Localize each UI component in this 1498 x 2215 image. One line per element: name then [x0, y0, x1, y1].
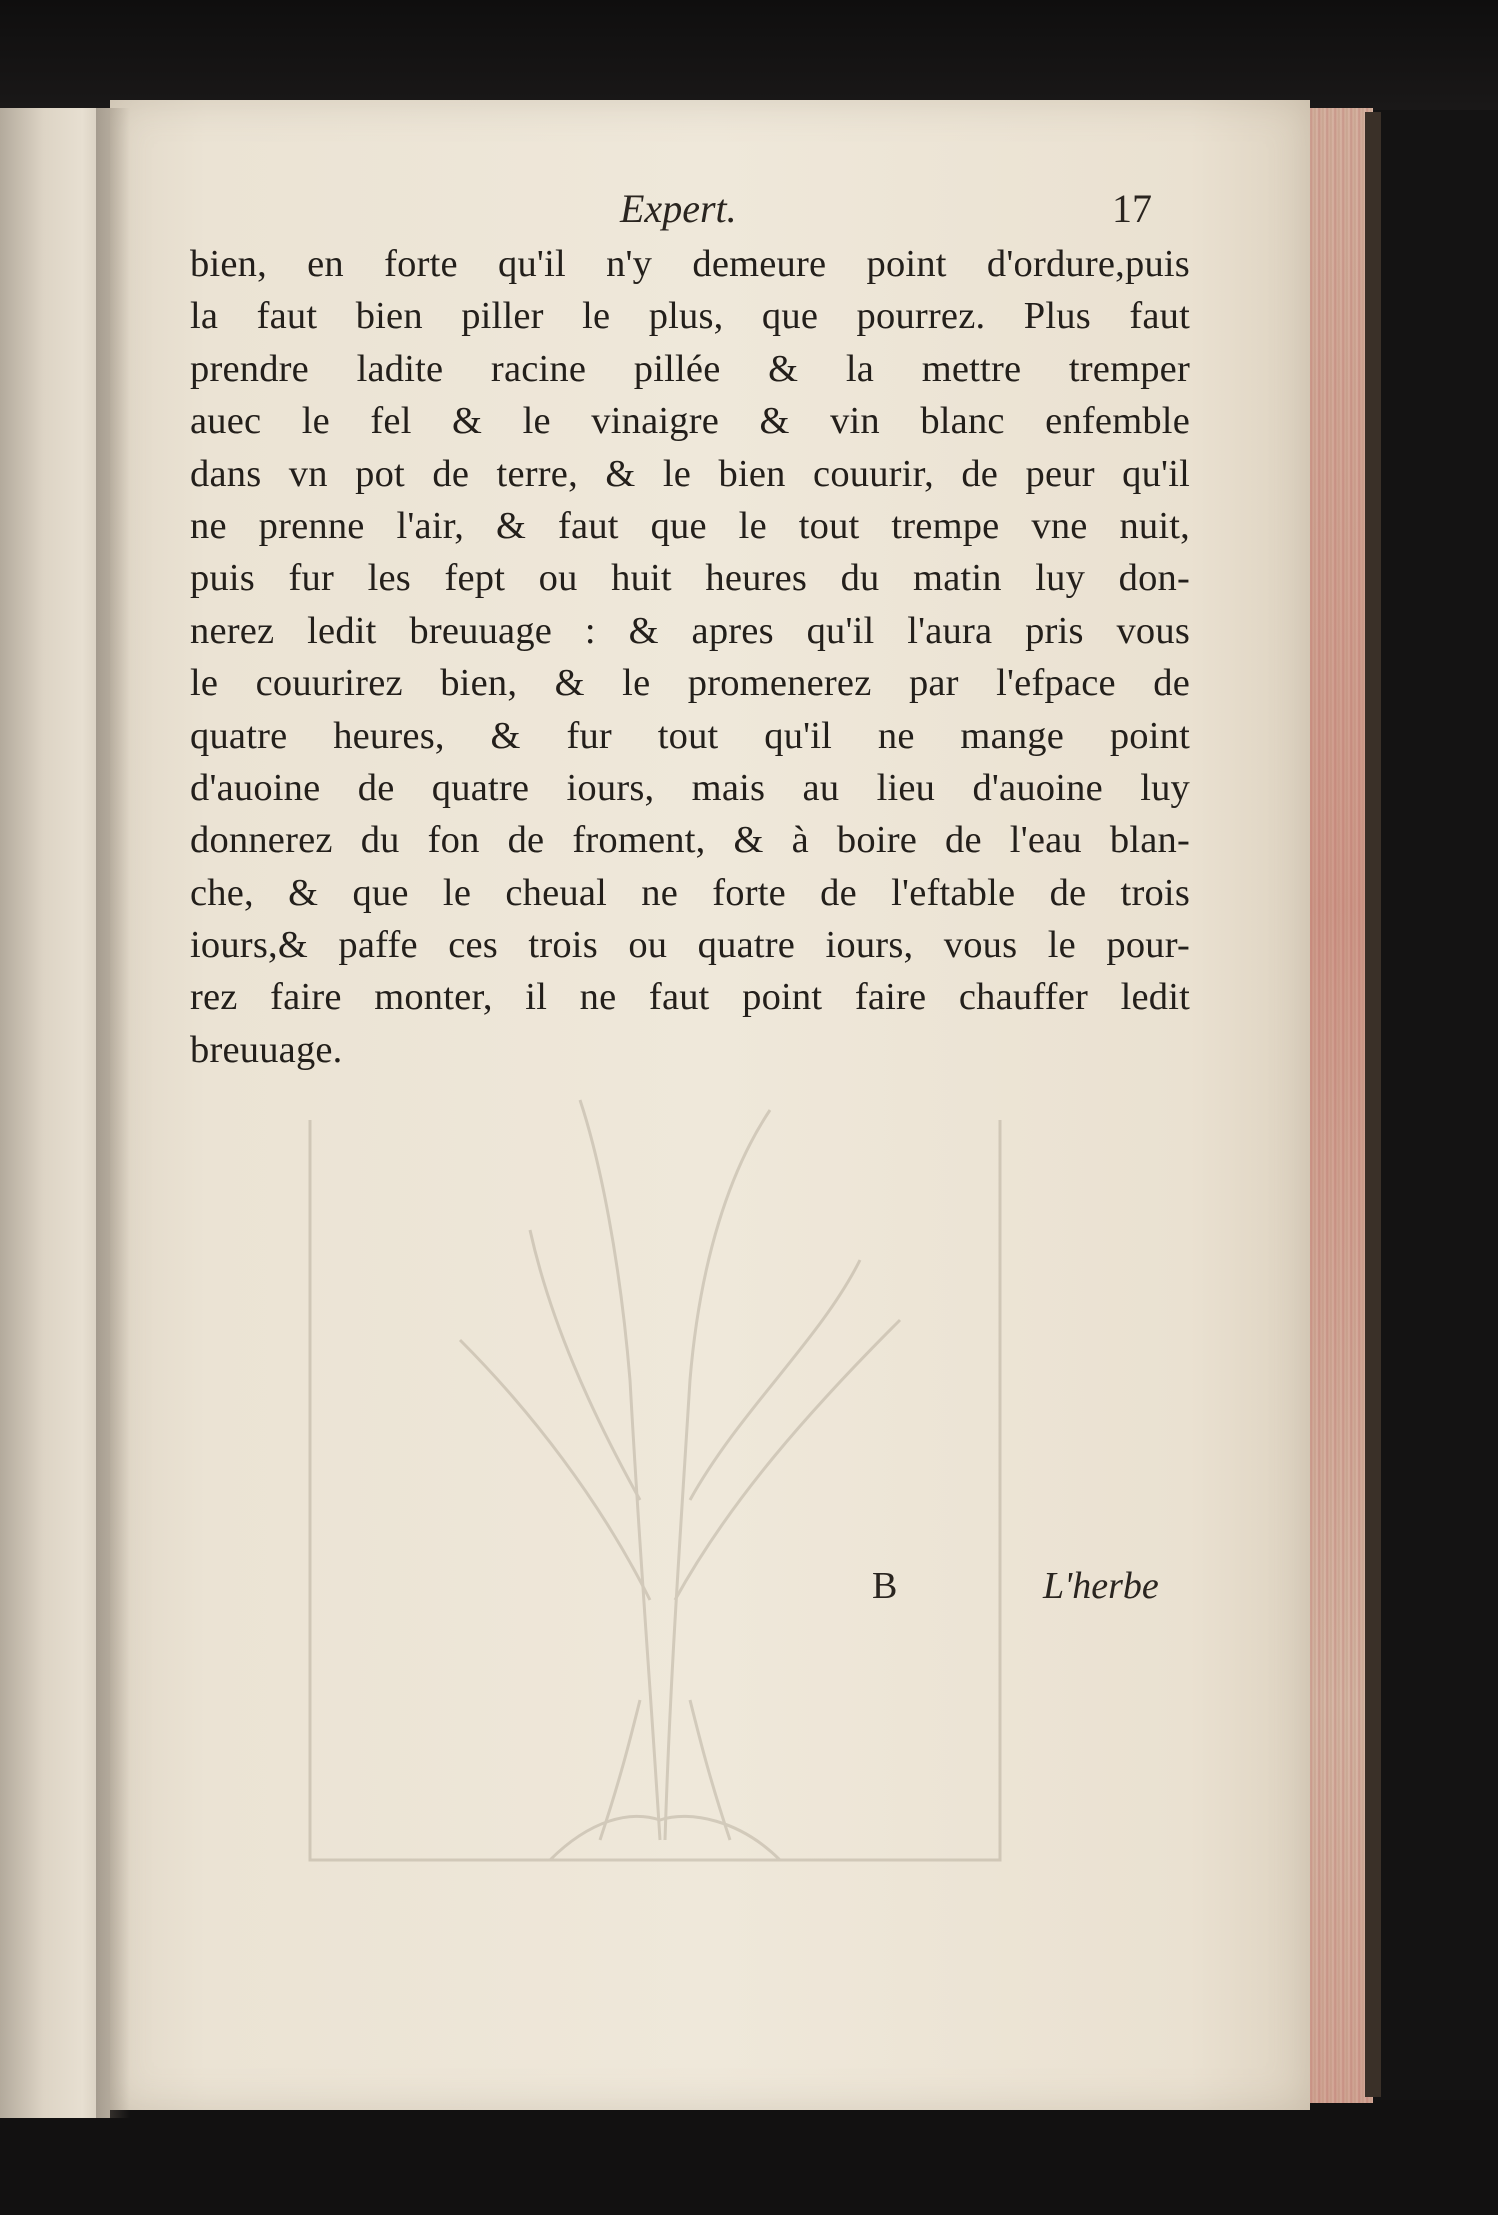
text-line: prendre ladite racine pillée & la mettre tremper: [190, 347, 1190, 390]
text-line: iours,& paffe ces trois ou quatre iours, vous le pour-: [190, 924, 1190, 967]
text-line: donnerez du fon de froment, & à boire de l'eau blan-: [190, 819, 1190, 862]
text-line: breuuage.: [190, 1028, 343, 1071]
gutter-shadow: [96, 108, 130, 2118]
text-line: puis fur les fept ou huit heures du matin luy don-: [190, 557, 1190, 600]
page-number: 17: [1112, 186, 1152, 231]
page-block-edges: [1305, 108, 1373, 2103]
left-page-edge: [0, 108, 110, 2118]
text-line: ne prenne l'air, & faut que le tout trempe vne nuit,: [190, 504, 1190, 547]
text-line: nerez ledit breuuage : & apres qu'il l'aura pris vous: [190, 609, 1190, 652]
text-line: d'auoine de quatre iours, mais au lieu d'auoine luy: [190, 766, 1190, 809]
signature-mark: B: [872, 1565, 898, 1607]
text-line: bien, en forte qu'il n'y demeure point d'ordure,puis: [190, 243, 1190, 285]
background-top: [0, 0, 1498, 110]
body-text: [190, 238, 1190, 1076]
book-cover-edge: [1365, 112, 1381, 2097]
background-bottom: [0, 2100, 1498, 2215]
text-line: la faut bien piller le plus, que pourrez. Plus faut: [190, 295, 1190, 338]
text-line: le couurirez bien, & le promenerez par l'efpace de: [190, 662, 1190, 705]
text-line: quatre heures, & fur tout qu'il ne mange point: [190, 714, 1190, 757]
bleed-through-illustration: [300, 1080, 1020, 1880]
text-line: dans vn pot de terre, & le bien couurir, de peur qu'il: [190, 452, 1190, 495]
catchword: L'herbe: [1043, 1565, 1159, 1607]
text-line: auec le fel & le vinaigre & vin blanc enfemble: [190, 400, 1190, 443]
text-line: rez faire monter, il ne faut point faire chauffer ledit: [190, 976, 1190, 1019]
text-line: che, & que le cheual ne forte de l'eftable de trois: [190, 871, 1190, 914]
running-head: Expert.: [620, 186, 737, 231]
